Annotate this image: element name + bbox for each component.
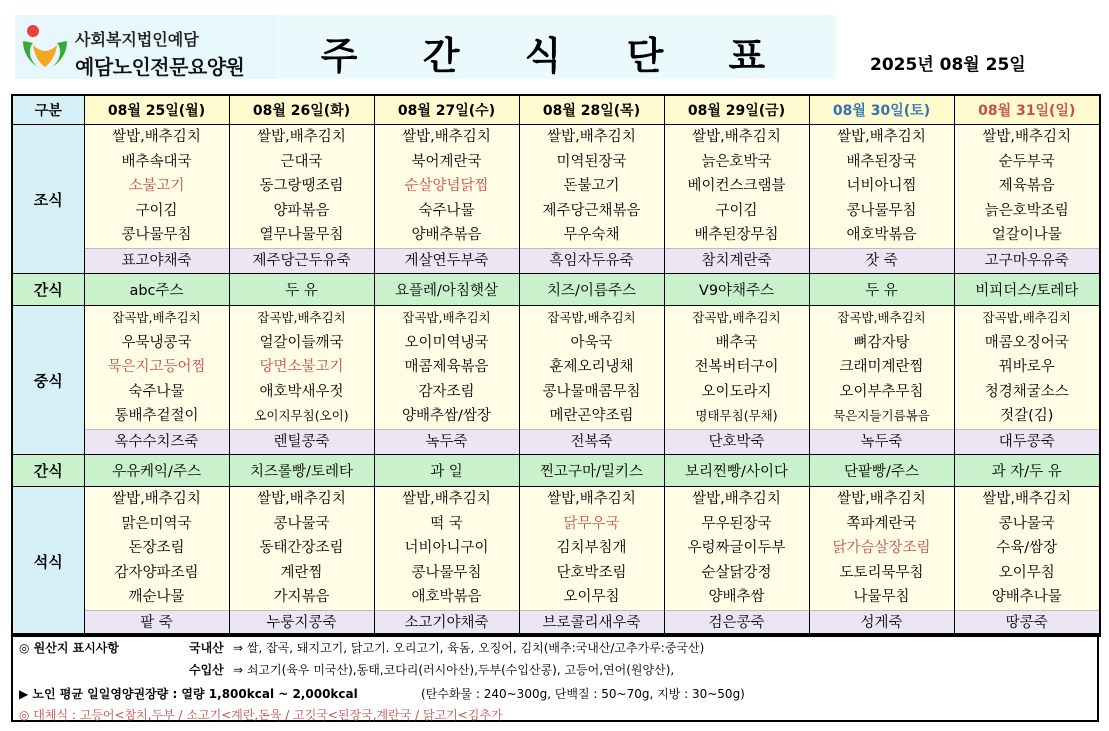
porridge-item: 렌틸콩죽 [230, 429, 374, 455]
menu-item: 잡곡밥,배추김치 [257, 310, 346, 325]
menu-cell [84, 125, 229, 274]
menu-item: 구이김 [715, 202, 758, 219]
import-label: 수입산 [189, 663, 224, 677]
porridge-item: 전복죽 [520, 429, 664, 455]
menu-cell [374, 487, 519, 637]
menu-item: 오이미역냉국 [404, 334, 489, 351]
day-header: 08월 29일(금) [664, 95, 809, 125]
meal-label-lunch: 중식 [12, 306, 84, 455]
menu-item: 수육/쌈장 [996, 540, 1058, 556]
menu-item: 열무나물무침 [259, 227, 344, 243]
menu-item: 우렁짜글이두부 [687, 540, 786, 556]
porridge-item: 제주당근두유죽 [230, 248, 374, 274]
menu-item: 얼갈이나물 [991, 227, 1062, 243]
menu-item: 당면소불고기 [259, 359, 344, 375]
menu-cell [229, 487, 374, 637]
menu-cell [954, 125, 1100, 274]
menu-item: 배추국 [715, 334, 758, 351]
menu-item: 젓갈(김) [1000, 408, 1054, 424]
menu-item: 얼갈이들깨국 [259, 334, 344, 351]
menu-item: 숙주나물 [128, 383, 185, 400]
porridge-item: 고구마우유죽 [955, 248, 1100, 274]
menu-item: 쌀밥,배추김치 [402, 129, 491, 145]
menu-item: 잡곡밥,배추김치 [402, 310, 491, 325]
menu-item: 쌀밥,배추김치 [257, 129, 346, 145]
origin-heading: ◎ 원산지 표시사항 [19, 641, 119, 655]
menu-cell [519, 306, 664, 455]
menu-cell [229, 125, 374, 274]
day-header-saturday: 08월 30일(토) [809, 95, 954, 125]
menu-item: 오이지무침(오이) [254, 408, 349, 423]
menu-cell [954, 306, 1100, 455]
menu-item: 잡곡밥,배추김치 [547, 310, 636, 325]
menu-item: 순살닭강정 [701, 564, 772, 581]
snack-cell: 보리찐빵/사이다 [664, 455, 809, 487]
menu-item: 늙은호박조림 [984, 202, 1069, 219]
menu-item: 아욱국 [570, 334, 613, 351]
porridge-item: 팥 죽 [85, 610, 229, 636]
menu-item: 너비아니찜 [846, 178, 917, 194]
menu-item: 구이김 [135, 202, 178, 219]
menu-item: 메란곤약조림 [549, 408, 634, 424]
menu-cell [519, 125, 664, 274]
menu-item: 잡곡밥,배추김치 [692, 310, 781, 325]
menu-item: 뼈감자탕 [853, 334, 910, 351]
menu-item: 베이컨스크램블 [687, 178, 786, 194]
menu-item: 배추된장국 [846, 153, 917, 170]
import-origin-text: ⇒ 쇠고기(육우 미국산),동태,코다리(러시아산),두부(수입산콩), 고등어,연어(원양산), [233, 663, 675, 677]
meal-label-breakfast: 조식 [12, 125, 84, 274]
menu-item: 애호박볶음 [846, 227, 917, 243]
dinner-row [12, 487, 1100, 637]
menu-item: 콩나물무침 [411, 564, 482, 581]
menu-item: 잡곡밥,배추김치 [112, 310, 201, 325]
menu-cell [664, 487, 809, 637]
menu-item: 오이부추무침 [839, 383, 924, 400]
menu-item: 순두부국 [998, 153, 1055, 170]
substitute-meal-note: ◎ 대체식 : 고등어<참치,두부 / 소고기<계란,돈육 / 고깃국<된장국,계란국 / 닭고기<김추가 [19, 708, 503, 722]
menu-item: 무우된장국 [701, 515, 772, 532]
organization-name-line2: 예담노인전문요양원 [75, 55, 245, 79]
menu-item: 돈장조림 [128, 540, 185, 556]
menu-item: 묵은지고등어찜 [107, 359, 206, 375]
porridge-item: 소고기야채죽 [375, 610, 519, 636]
snack-cell: 요플레/아침햇살 [374, 274, 519, 306]
menu-item: 나물무침 [853, 589, 910, 605]
menu-cell [84, 487, 229, 637]
porridge-item: 녹두죽 [810, 429, 954, 455]
menu-item: 오이도라지 [701, 383, 772, 400]
domestic-label: 국내산 [189, 641, 224, 655]
menu-item: 동그랑땡조림 [259, 178, 344, 194]
porridge-item: 표고야채죽 [85, 248, 229, 274]
menu-cell [84, 306, 229, 455]
snack-cell: 치즈/이름주스 [519, 274, 664, 306]
menu-item: 애호박새우젓 [259, 383, 344, 400]
breakfast-row [12, 125, 1100, 274]
menu-item: 전복버터구이 [694, 359, 779, 375]
menu-item: 콩나물무침 [846, 202, 917, 219]
menu-item: 쪽파계란국 [846, 515, 917, 532]
menu-item: 쌀밥,배추김치 [982, 129, 1072, 145]
page-title: 주 간 식 단 표 [320, 34, 792, 78]
menu-item: 가지볶음 [273, 589, 330, 605]
porridge-item: 참치계란죽 [665, 248, 809, 274]
snack-cell: 치즈롤빵/토레타 [229, 455, 374, 487]
menu-item: 콩나물국 [273, 515, 330, 532]
menu-item: 떡 국 [430, 515, 463, 532]
menu-item: 훈제오리냉채 [549, 359, 634, 375]
porridge-item: 옥수수치즈죽 [85, 429, 229, 455]
menu-item: 양파볶음 [273, 202, 330, 219]
day-header: 08월 28일(목) [519, 95, 664, 125]
menu-item: 오이무침 [998, 564, 1055, 581]
organization-logo-icon [19, 21, 71, 73]
menu-item: 양배추쌈/쌈장 [402, 408, 491, 424]
menu-item: 쌀밥,배추김치 [547, 129, 636, 145]
lunch-row [12, 306, 1100, 455]
menu-item: 순살양념닭찜 [404, 178, 489, 194]
menu-item: 쌀밥,배추김치 [402, 491, 491, 507]
header-row [12, 95, 1100, 125]
snack-cell: 찐고구마/밀키스 [519, 455, 664, 487]
porridge-item: 잣 죽 [810, 248, 954, 274]
menu-item: 매콤오징어국 [984, 334, 1069, 351]
menu-item: 쌀밥,배추김치 [982, 491, 1072, 507]
meal-label-snack: 간식 [12, 274, 84, 306]
menu-item: 오이무침 [563, 589, 620, 605]
menu-item: 깨순나물 [128, 589, 185, 605]
porridge-item: 브로콜리새우죽 [520, 610, 664, 636]
menu-item: 숙주나물 [418, 202, 475, 219]
meal-label-snack: 간식 [12, 455, 84, 487]
header-corner: 구분 [12, 95, 84, 125]
menu-item: 쌀밥,배추김치 [112, 129, 201, 145]
menu-item: 콩나물무침 [121, 227, 192, 243]
snack-cell: 두 유 [229, 274, 374, 306]
snack-cell: 과 자/두 유 [954, 455, 1100, 487]
menu-item: 김치부침개 [556, 540, 627, 556]
porridge-item: 녹두죽 [375, 429, 519, 455]
menu-cell [809, 306, 954, 455]
menu-item: 맑은미역국 [121, 515, 192, 532]
domestic-origin-text: ⇒ 쌀, 잡곡, 돼지고기, 닭고기. 오리고기, 육돔, 오징어, 김치(배추:국내산/고추가루:중국산) [233, 641, 705, 655]
menu-cell [664, 125, 809, 274]
menu-item: 쌀밥,배추김치 [257, 491, 346, 507]
menu-item: 우묵냉콩국 [121, 334, 192, 351]
weekly-menu-table [11, 94, 1101, 637]
menu-item: 쌀밥,배추김치 [692, 129, 781, 145]
menu-item: 양배추쌈 [708, 589, 765, 605]
snack-cell: 두 유 [809, 274, 954, 306]
day-header: 08월 25일(월) [84, 95, 229, 125]
porridge-item: 흑임자두유죽 [520, 248, 664, 274]
menu-item: 제주당근채볶음 [542, 202, 641, 219]
menu-item: 배추속대국 [121, 153, 192, 170]
menu-item: 잡곡밥,배추김치 [837, 310, 926, 325]
menu-item: 명태무침(무채) [695, 408, 778, 423]
menu-item: 감자조림 [418, 383, 475, 400]
menu-item: 매콤제육볶음 [404, 359, 489, 375]
snack-cell: 비피더스/토레타 [954, 274, 1100, 306]
menu-cell [374, 125, 519, 274]
menu-item: 근대국 [280, 153, 323, 170]
menu-cell [519, 487, 664, 637]
menu-item: 닭무우국 [563, 515, 620, 532]
menu-item: 쌀밥,배추김치 [692, 491, 781, 507]
snack-cell: 우유케익/주스 [84, 455, 229, 487]
porridge-item: 땅콩죽 [955, 610, 1100, 636]
menu-cell [374, 306, 519, 455]
menu-item: 쌀밥,배추김치 [837, 129, 926, 145]
title-box [276, 15, 836, 79]
menu-item: 무우숙채 [563, 227, 620, 243]
porridge-item: 검은콩죽 [665, 610, 809, 636]
menu-item: 콩나물매콤무침 [542, 383, 641, 400]
menu-cell [664, 306, 809, 455]
menu-cell [809, 487, 954, 637]
logo-box [15, 15, 276, 79]
menu-item: 양배추볶음 [411, 227, 482, 243]
menu-item: 소불고기 [128, 178, 185, 194]
organization-name-line1: 사회복지법인예담 [75, 30, 199, 49]
menu-item: 크래미계란찜 [839, 359, 924, 375]
menu-item: 통배추겉절이 [114, 408, 199, 424]
menu-cell [954, 487, 1100, 637]
day-header: 08월 27일(수) [374, 95, 519, 125]
menu-item: 계란찜 [280, 564, 323, 581]
menu-item: 단호박조림 [556, 564, 627, 581]
menu-item: 북어계란국 [411, 153, 482, 170]
menu-item: 너비아니구이 [404, 540, 489, 556]
porridge-item: 성게죽 [810, 610, 954, 636]
menu-item: 제육볶음 [998, 178, 1055, 194]
menu-item: 닭가슴살장조림 [832, 540, 931, 556]
menu-item: 청경채굴소스 [984, 383, 1069, 400]
snack-cell: abc주스 [84, 274, 229, 306]
day-header-sunday: 08월 31일(일) [954, 95, 1100, 125]
porridge-item: 게살연두부죽 [375, 248, 519, 274]
menu-cell [229, 306, 374, 455]
meal-label-dinner: 석식 [12, 487, 84, 637]
porridge-item: 단호박죽 [665, 429, 809, 455]
menu-item: 콩나물국 [998, 515, 1055, 532]
nutrition-detail: (탄수화물 : 240~300g, 단백질 : 50~70g, 지방 : 30~50g) [421, 687, 745, 701]
snack-cell: 과 일 [374, 455, 519, 487]
menu-cell [809, 125, 954, 274]
day-header: 08월 26일(화) [229, 95, 374, 125]
snack1-row [12, 274, 1100, 306]
footer-notes [11, 633, 1099, 722]
snack2-row [12, 455, 1100, 487]
menu-item: 쌀밥,배추김치 [112, 491, 201, 507]
menu-item: 묵은지들기름볶음 [833, 408, 930, 423]
menu-item: 양배추나물 [991, 589, 1062, 605]
menu-item: 쌀밥,배추김치 [837, 491, 926, 507]
porridge-item: 누룽지콩죽 [230, 610, 374, 636]
menu-item: 돈불고기 [563, 178, 620, 194]
nutrition-heading: ▶ 노인 평균 일일영양권장량 : 열량 1,800kcal ~ 2,000kcal [19, 687, 358, 701]
menu-item: 잡곡밥,배추김치 [982, 310, 1071, 325]
menu-item: 늙은호박국 [701, 153, 772, 170]
menu-item: 감자양파조림 [114, 564, 199, 581]
porridge-item: 대두콩죽 [955, 429, 1100, 455]
document-date: 2025년 08월 25일 [870, 55, 1026, 75]
menu-item: 쌀밥,배추김치 [547, 491, 636, 507]
snack-cell: V9야채주스 [664, 274, 809, 306]
menu-item: 도토리묵무침 [839, 564, 924, 581]
menu-item: 배추된장무침 [694, 227, 779, 243]
menu-item: 동태간장조림 [259, 540, 344, 556]
menu-item: 애호박볶음 [411, 589, 482, 605]
snack-cell: 단팥빵/주스 [809, 455, 954, 487]
menu-item: 꿔바로우 [998, 359, 1055, 375]
menu-item: 미역된장국 [556, 153, 627, 170]
